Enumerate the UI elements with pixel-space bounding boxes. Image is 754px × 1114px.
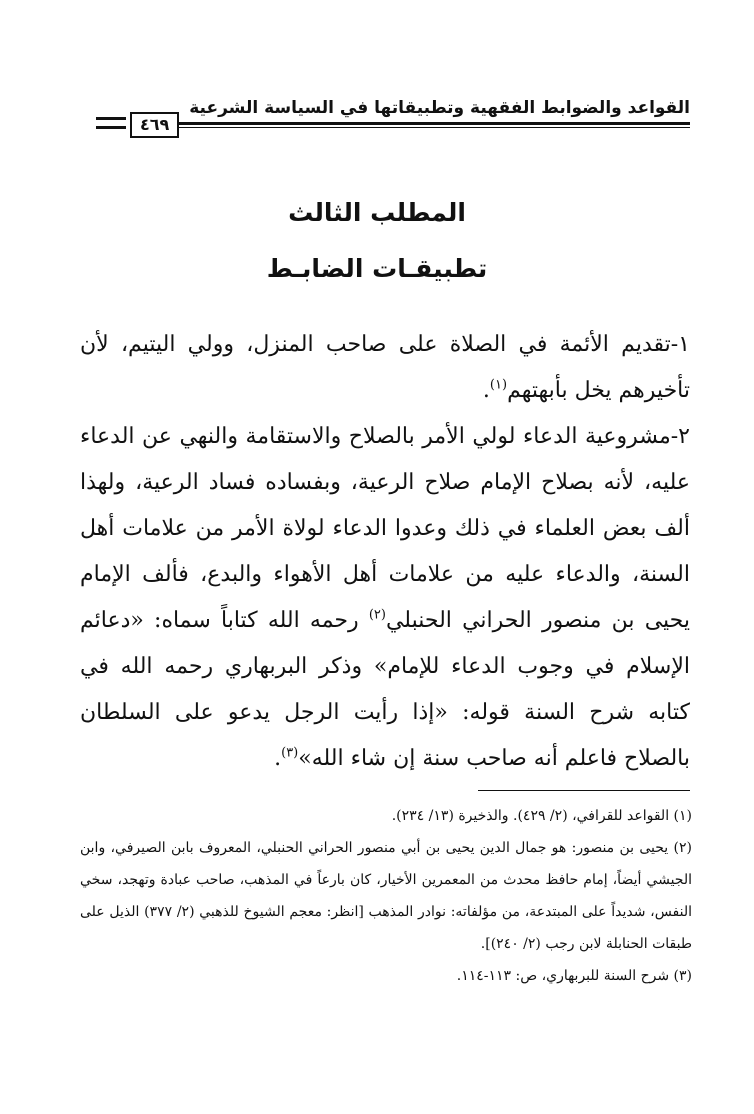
footnotes xyxy=(80,800,692,992)
header-rule-thin xyxy=(178,127,690,128)
footnote-1: (١) القواعد للقرافي، (٢/ ٤٢٩). والذخيرة (١٣/ ٢٣٤). xyxy=(391,808,692,824)
footnote-separator xyxy=(478,790,690,791)
paragraph-1-tail: . xyxy=(482,378,490,403)
running-title: القواعد والضوابط الفقهية وتطبيقاتها في السياسة الشرعية xyxy=(189,98,690,118)
section-heading: المطلب الثالث xyxy=(288,198,466,227)
paragraph-2-tail: رحمه الله كتاباً سماه: «دعائم الإسلام في وجوب الدعاء للإمام» وذكر البربهاري رحمه الله في كتابه شرح السنة قوله: «إذا رأيت الرجل يدعو على السلطان بالصلاح فاعلم أنه صاحب سنة إن شاء الله» xyxy=(80,608,690,771)
header-rule xyxy=(178,122,690,125)
paragraph-2 xyxy=(80,414,690,782)
page-number-ornament xyxy=(96,117,126,129)
footnote-ref-1[interactable]: (١) xyxy=(489,377,508,393)
section-title: تطبيقـات الضابـط xyxy=(266,254,488,283)
page-header xyxy=(96,92,690,132)
paragraph-1-text: ١-تقديم الأئمة في الصلاة على صاحب المنزل، وولي اليتيم، لأن تأخيرهم يخل بأبهتهم xyxy=(80,332,690,403)
footnote-ref-3[interactable]: (٣) xyxy=(281,745,299,761)
body-text xyxy=(80,322,690,782)
footnote-2: (٢) يحيى بن منصور: هو جمال الدين يحيى بن أبي منصور الحراني الحنبلي، المعروف بابن الصيرفي، وابن الجيشي أيضاً، إمام حافظ محدث من المعمرين الأخيار، كان بارعاً في المذهب، صاحب عبادة وتهجد، سخي النفس، شديداً على المبتدعة، من مؤلفاته: نوادر المذهب [انظر: معجم الشيوخ للذهبي (٢/ ٣٧٧) الذيل على طبقات الحنابلة لابن رجب (٢/ ٢٤٠)]. xyxy=(80,840,692,952)
footnote-3: (٣) شرح السنة للبربهاري، ص: ١١٣-١١٤. xyxy=(456,968,692,984)
paragraph-2-end: . xyxy=(274,746,282,771)
paragraph-2-text: ٢-مشروعية الدعاء لولي الأمر بالصلاح والاستقامة والنهي عن الدعاء عليه، لأنه بصلاح الإمام صلاح الرعية، وبفساده فساد الرعية، ولهذا ألف بعض العلماء في ذلك وعدوا الدعاء لولاة الأمر من علامات أهل السنة، والدعاء عليه من علامات أهل الأهواء والبدع، فألف الإمام يحيى بن منصور الحراني الحنبلي xyxy=(80,424,690,633)
paragraph-1 xyxy=(80,322,690,414)
footnote-ref-2[interactable]: (٢) xyxy=(368,607,386,623)
page-number: ٤٦٩ xyxy=(130,112,179,138)
